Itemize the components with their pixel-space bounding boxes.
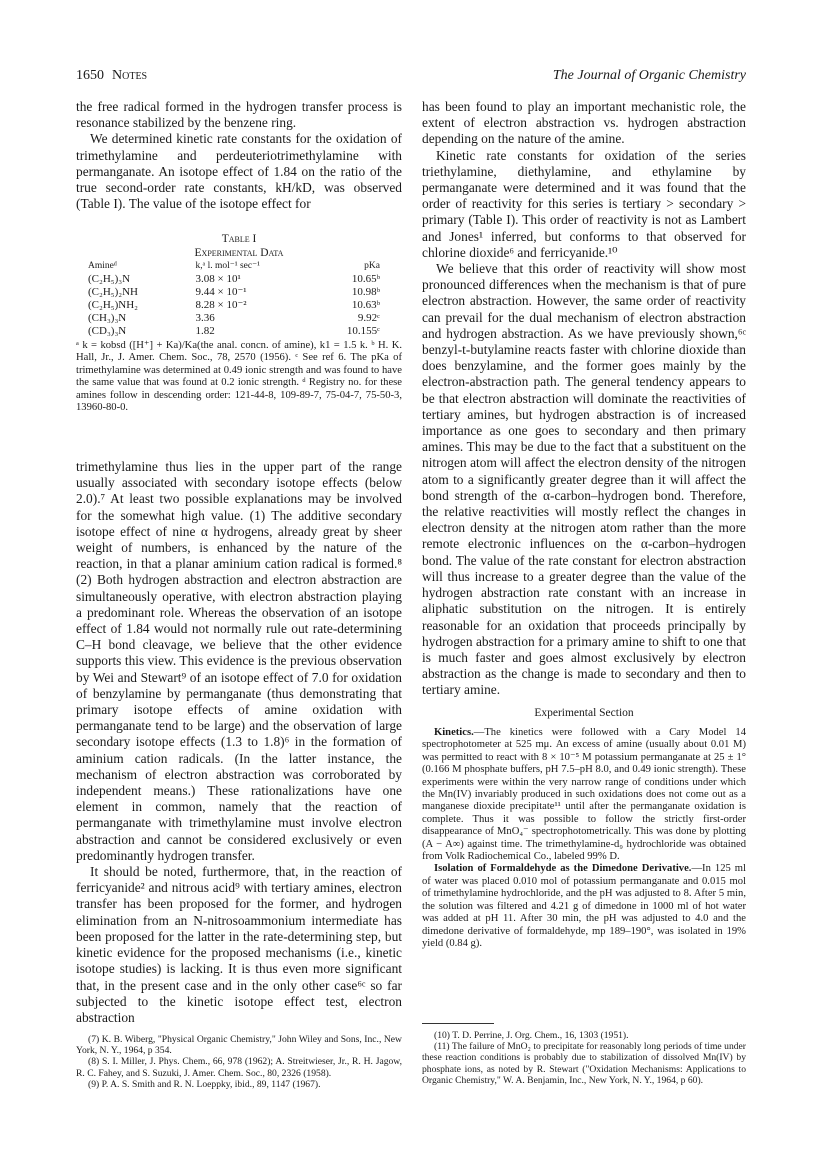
footnote-rule [422,1023,494,1024]
table-cell: (C₂H₅)₂NH [88,286,138,298]
table-caption: Table I [221,233,257,245]
data-table [76,260,402,338]
kinetics-paragraph [422,727,746,863]
paragraph-text: —The kinetics were followed with a Cary Model 14 spectrophotometer at 525 mμ. An excess of amine (usually about 0.01 M) was permitted to react with 8 × 10⁻⁵ M potassium permanganate at 25 ± 1° (0.166 M phosphate buffers, pH 7.5–pH 8.0, and 0.49 ionic strength). These experiments were within the very narrow range of conditions under which the Mn(IV) invariably produced in such oxidations does not come out as a manganese dioxide precipitate¹¹ until after the permanganate oxidation is complete. Thus it was possible to follow the strictly first-order disappearance of MnO₄⁻ spectrophotometrically. This was done by plotting (A − A∞) against time. The trimethylamine-d₉ hydrochloride was obtained from Volk Radiochemical Co., labeled 99% D. [422,727,746,863]
table-cell: 8.28 × 10⁻² [195,299,247,311]
footnote: (11) The failure of MnO₂ to precipitate for reasonably long periods of time under these reaction conditions is probably due to stabilization of dissolved Mn(IV) by phosphate ions, as noted by R. Stewart ("Oxidation Mechanisms: Applications to Organic Chemistry," W. A. Benjamin, Inc., New York, N. Y., 1964, p 60). [422,1041,746,1086]
footnote: (9) P. A. S. Smith and R. N. Loeppky, ibid., 89, 1147 (1967). [88,1078,321,1090]
footnote: (10) T. D. Perrine, J. Org. Chem., 16, 1303 (1951). [434,1030,629,1041]
table-title: Experimental Data [194,247,284,259]
table-row [76,299,402,312]
table-row [76,325,402,338]
left-footnotes [76,1034,402,1090]
table-row [76,273,402,286]
table-row [76,312,402,325]
right-column-body [422,99,746,699]
paragraph: has been found to play an important mechanistic role, the extent of electron abstraction vs. hydrogen abstraction depending on the nature of the amine. [422,99,746,147]
column-header: Amineᵈ [88,261,117,271]
isolation-paragraph [422,863,746,950]
table-header-row [76,260,402,273]
table-cell: 10.155ᶜ [346,325,380,337]
run-in-heading: Kinetics. [434,727,474,738]
table-row [76,286,402,299]
left-column-body [76,459,402,1026]
table-cell: (CD₃)₃N [88,325,127,337]
table-cell: 10.98ᵇ [351,286,380,298]
page-number: 1650 Notes [76,68,148,83]
section-heading: Experimental Section [534,707,634,719]
paragraph: the free radical formed in the hydrogen transfer process is resonance stabilized by the benzene ring. [76,99,402,131]
table-cell: (C₂H₅)NH₂ [88,299,138,311]
table-cell: 9.92ᶜ [357,312,380,324]
run-in-heading: Isolation of Formaldehyde as the Dimedone Derivative. [434,863,692,875]
left-column-top [76,99,402,212]
footnote: (8) S. I. Miller, J. Phys. Chem., 66, 978 (1962); A. Streitwieser, Jr., R. H. Jagow, R. C. Fahey, and S. Suzuki, J. Amer. Chem. Soc., 80, 2326 (1958). [76,1056,402,1079]
section-label: Notes [112,68,148,83]
table-cell: 9.44 × 10⁻¹ [195,286,247,298]
table-footnotes: ᵃ k = kobsd ([H⁺] + Ka)/Ka(the anal. concn. of amine), k1 = 1.5 k. ᵇ H. K. Hall, Jr., J. Amer. Chem. Soc., 78, 2570 (1956). ᶜ See ref 6. The pKa of trimethylamine was determined at 0.49 ionic strength and was found to have the same value that was found at 0.2 ionic strength. ᵈ Registry no. for these amines follow in descending order: 121-44-8, 109-89-7, 75-04-7, 75-50-3, 13960-80-0. [76,340,402,414]
table-cell: (C₂H₅)₃N [88,273,131,285]
column-header: pKa [364,261,380,271]
paragraph-text: —In 125 ml of water was placed 0.010 mol of potassium permanganate and 0.015 mol of trimethylamine hydrochloride, and the pH was adjusted to 8. After 5 min, the solution was filtered and 4.21 g of dimedone in 1000 ml of hot water was added at pH 11. After 30 min, the pH was adjusted to 4.0 and the dimedone derivative of formaldehyde, mp 189–190°, was isolated in 19% yield (0.84 g). [422,863,746,949]
paragraph: Kinetic rate constants for oxidation of the series triethylamine, diethylamine, and ethylamine by permanganate were determined and it was found that the order of reactivity for this series is tertiary > secondary > primary (Table I). This order of reactivity is not as Lambert and Jones¹ inferred, but conforms to that observed for chlorine dioxide⁶ and ferricyanide.¹⁰ [422,147,746,260]
right-footnotes [422,1030,746,1086]
paragraph: We determined kinetic rate constants for the oxidation of trimethylamine and perdeuteriotrimethylamine with permanganate. An isotope effect of 1.84 on the ratio of the true second-order rate constants, kH/kD, was observed (Table I). The value of the isotope effect for [76,131,402,212]
running-header [76,68,746,86]
table-cell: 3.36 [195,312,215,324]
paragraph: trimethylamine thus lies in the upper part of the range usually associated with secondary isotope effects (below 2.0).⁷ At least two possible explanations may be involved for the somewhat high value. (1) The additive secondary isotope effect of nine α hydrogens, already great by sheer weight of numbers, is enhanced by the nature of the reaction, in that a planar aminium cation radical is formed.⁸ (2) Both hydrogen abstraction and electron abstraction are simultaneously operative, with electron abstraction playing a predominant role. Whereas the observation of an isotope effect of 1.84 would not normally rule out rate-determining C–H bond cleavage, we believe that the other evidence supports this view. This evidence is the previous observation by Wei and Stewart⁹ of an isotope effect of 7.0 for oxidation of benzylamine by permanganate (thus demonstrating that primary isotope effects of amine oxidation with permanganate tend to be large) and the observation of large secondary isotope effects (1.3 to 1.8)⁶ in the formation of aminium cation radicals. (In the latter instance, the mechanism of electron abstraction was corroborated by independent means.) These rationalizations have one element in common, namely that the reaction of permanganate with trimethylamine must involve electron abstraction and cannot be considered exclusively or even predominantly hydrogen transfer. [76,459,402,863]
journal-title: The Journal of Organic Chemistry [552,68,746,83]
table-cell: 10.65ᵇ [351,273,380,285]
paragraph: It should be noted, furthermore, that, in the reaction of ferricyanide² and nitrous acid⁹ with tertiary amines, electron transfer has been proposed for the former, and hydrogen elimination from an N-nitrosoammonium intermediate has been proposed for the latter in the rate-determining step, but kinetic evidence for the proposed mechanisms (i.e., kinetic isotope studies) is lacking. It is thus even more significant that, in the present case and in the only other case⁶ᶜ so far subjected to the kinetic isotope effect test, electron abstraction [76,864,402,1025]
table-1 [76,232,402,414]
table-cell: 10.63ᵇ [351,299,380,311]
table-cell: (CH₃)₃N [88,312,127,324]
table-cell: 3.08 × 10¹ [195,273,241,285]
paragraph: We believe that this order of reactivity will show most pronounced differences when the mechanism is that of pure electron abstraction. However, the same order of reactivity can prevail for the dual mechanism of electron abstraction and hydrogen abstraction. As we have previously shown,⁶ᶜ benzyl-t-butylamine reacts faster with chlorine dioxide than does benzylamine, and the former goes mainly by the electron-abstraction path. The general tendency appears to be that electron abstraction will dominate the reactivities of tertiary amines, but hydrogen abstraction is of increased importance as one goes to secondary and then primary amines. This may be due to the fact that a substituent on the nitrogen atom will affect the electron density of the nitrogen atom to a significantly greater degree than it will affect the bond strength of the α-carbon–hydrogen bond. Therefore, the relative reactivities will mostly reflect the changes in electron density at the nitrogen atom rather than the more remote electronic influences on the α-carbon–hydrogen bond. The value of the rate constant for electron abstraction will thus increase to a greater degree than the value of the hydrogen abstraction rate constant with an increase in aliphatic substitution on the nitrogen. It is entirely reasonable for an oxidation that proceeds principally by hydrogen abstraction for a primary amine to shift to one that is much faster and goes almost exclusively by electron abstraction as the change is made to secondary and then to tertiary amine. [422,261,746,698]
column-header: k,ᵃ l. mol⁻¹ sec⁻¹ [195,261,260,271]
experimental-section [422,707,746,950]
table-cell: 1.82 [195,325,215,337]
footnote: (7) K. B. Wiberg, "Physical Organic Chemistry," John Wiley and Sons, Inc., New York, N. Y., 1964, p 354. [76,1034,402,1057]
